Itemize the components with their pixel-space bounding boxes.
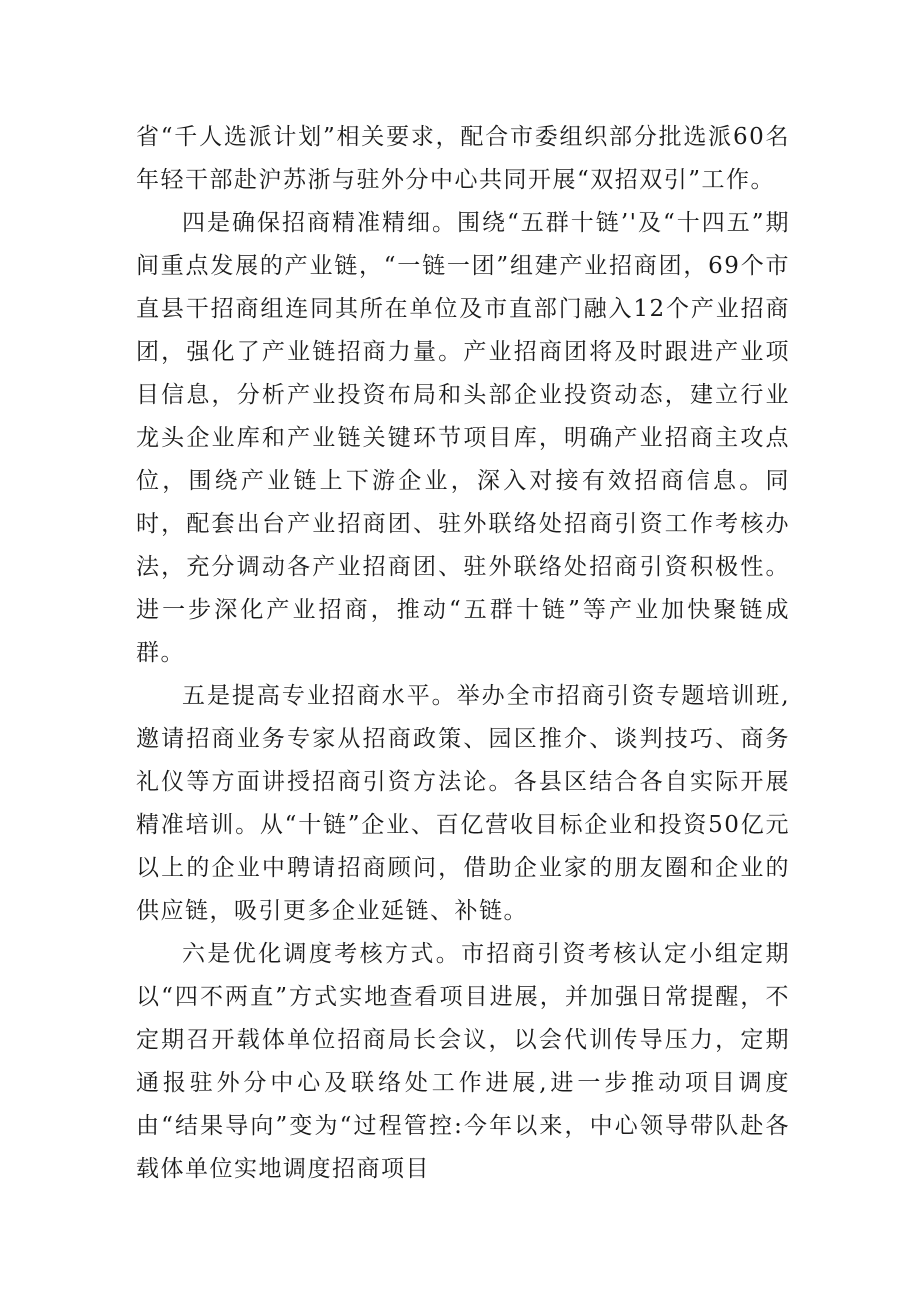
paragraph-item-five: 五是提高专业招商水平。举办全市招商引资专题培训班,邀请招商业务专家从招商政策、园区推介、谈判技巧、商务礼仪等方面讲授招商引资方法论。各县区结合各自实际开展精准培训。从“十链”企业、百亿营收目标企业和投资50亿元以上的企业中聘请招商顾问，借助企业家的朋友圈和企业的供应链，吸引更多企业延链、补链。 <box>136 683 790 924</box>
paragraph-item-four: 四是确保招商精准精细。围绕“五群十链’'及“十四五”期间重点发展的产业链，“一链一团”组建产业招商团，69个市直县干招商组连同其所在单位及市直部门融入12个产业招商团，强化了产业链招商力量。产业招商团将及时跟进产业项目信息，分析产业投资布局和头部企业投资动态，建立行业龙头企业库和产业链关键环节项目库，明确产业招商主攻点位，围绕产业链上下游企业，深入对接有效招商信息。同时，配套出台产业招商团、驻外联络处招商引资工作考核办法，充分调动各产业招商团、驻外联络处招商引资积极性。进一步深化产业招商，推动“五群十链”等产业加快聚链成群。 <box>136 210 790 666</box>
paragraph-item-six: 六是优化调度考核方式。市招商引资考核认定小组定期以“四不两直”方式实地查看项目进展，并加强日常提醒，不定期召开载体单位招商局长会议，以会代训传导压力，定期通报驻外分中心及联络处工作进展,进一步推动项目调度由“结果导向”变为“过程管控:今年以来，中心领导带队赴各载体单位实地调度招商项目 <box>136 941 790 1182</box>
paragraph-continuation: 省“千人选派计划”相关要求，配合市委组织部分批选派60名年轻干部赴沪苏浙与驻外分中心共同开展“双招双引”工作。 <box>136 124 790 193</box>
